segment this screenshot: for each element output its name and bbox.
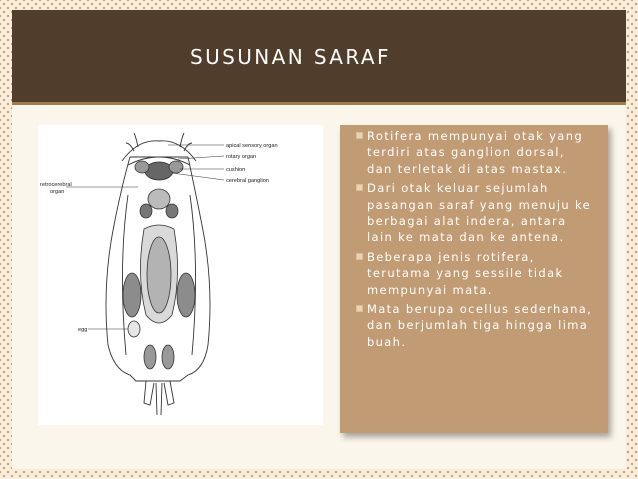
bullet-item	[356, 128, 594, 177]
bullet-item	[356, 301, 594, 350]
bullet-list	[356, 128, 594, 350]
bullet-text: Dari otak keluar sejumlah pasangan saraf yang menuju ke berbagai alat indera, antara lain ke mata dan ke antena.	[367, 181, 592, 245]
square-bullet-icon	[356, 132, 363, 139]
slide-title: SUSUNAN SARAF	[190, 45, 391, 69]
label-cushion: cushion	[226, 167, 246, 173]
title-accent-line	[12, 102, 626, 105]
label-retrocerebral-organ-line2: organ	[50, 189, 65, 195]
rotifer-drawing	[38, 125, 323, 425]
bullet-item	[356, 249, 594, 298]
label-apical-sensory-organ: apical sensory organ	[226, 143, 278, 149]
label-egg: egg	[78, 327, 88, 333]
label-rotary-organ: rotary organ	[226, 154, 257, 160]
square-bullet-icon	[356, 305, 363, 312]
label-cerebral-ganglion: cerebral ganglion	[226, 178, 269, 184]
bullet-text: Mata berupa ocellus sederhana, dan berjumlah tiga hingga lima buah.	[367, 302, 593, 349]
bullet-text-box	[340, 125, 608, 433]
rotifer-anatomy-figure	[38, 125, 323, 425]
bullet-text: Beberapa jenis rotifera, terutama yang sessile tidak mempunyai mata.	[367, 249, 564, 297]
square-bullet-icon	[356, 253, 363, 260]
head-crown	[122, 141, 196, 161]
label-retrocerebral-organ-line1: retrocerebral	[40, 182, 72, 188]
bullet-text: Rotifera mempunyai otak yang terdiri atas ganglion dorsal, dan terletak di atas mastax.	[367, 129, 583, 176]
square-bullet-icon	[356, 184, 363, 191]
bullet-item	[356, 180, 594, 246]
